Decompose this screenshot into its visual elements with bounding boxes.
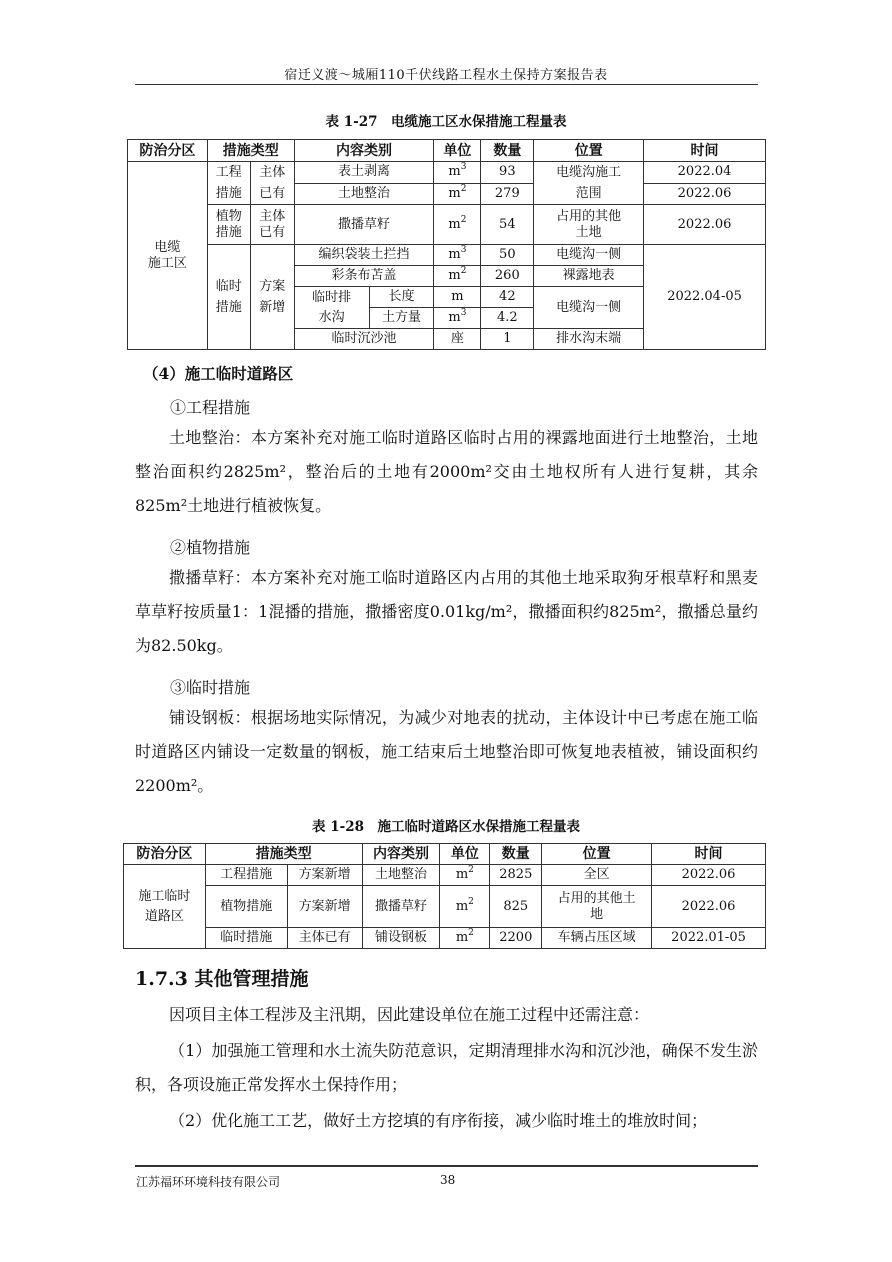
- item-1-paragraph: （1）加强施工管理和水土流失防范意识，定期清理排水沟和沉沙池，确保不发生淤积，各项设施正常发挥水土保持作用；: [135, 1041, 758, 1094]
- content-cell: 编织袋装土拦挡: [294, 245, 434, 266]
- table-1-27: [127, 139, 766, 350]
- time-cell: 2022.04: [644, 162, 766, 184]
- type-cell: 工程措施: [205, 865, 287, 886]
- qty-cell: 279: [481, 183, 534, 205]
- header-time: 时间: [644, 140, 766, 162]
- qty-cell: 260: [481, 266, 534, 287]
- header-unit: 单位: [440, 844, 490, 865]
- qty-cell: 1: [481, 329, 534, 350]
- table-header-row: [128, 140, 766, 162]
- unit-cell: $m^3$: [434, 245, 481, 266]
- page-header-title: 宿迁义渡～城厢110千伏线路工程水土保持方案报告表: [284, 68, 608, 83]
- ditch-cell: 临时排 水沟: [294, 287, 369, 329]
- content-cell: 撒播草籽: [362, 886, 440, 928]
- table-row: [128, 205, 766, 245]
- subsection-3-text: 铺设钢板：根据场地实际情况，为减少对地表的扰动，主体设计中已考虑在施工临时道路区内铺设一定数量的钢板，施工结束后土地整治即可恢复地表植被，铺设面积约2200m²。: [135, 708, 758, 795]
- header-measure-type: 措施类型: [207, 140, 294, 162]
- content-cell: 铺设钢板: [362, 928, 440, 949]
- unit-cell: 座: [434, 329, 481, 350]
- header-qty: 数量: [490, 844, 542, 865]
- unit-cell: $m^2$: [440, 928, 490, 949]
- unit-cell: $m^3$: [434, 308, 481, 329]
- time-cell: 2022.06: [652, 865, 766, 886]
- time-cell: 2022.01-05: [652, 928, 766, 949]
- time-cell: 2022.04-05: [644, 245, 766, 350]
- content-cell: 临时沉沙池: [294, 329, 434, 350]
- header-rule: [135, 84, 758, 85]
- location-cell: 排水沟末端: [534, 329, 644, 350]
- qty-cell: 4.2: [481, 308, 534, 329]
- header-location: 位置: [534, 140, 644, 162]
- content-cell: 土方量: [369, 308, 434, 329]
- content-cell: 土地整治: [294, 183, 434, 205]
- subsection-1-text: 土地整治：本方案补充对施工临时道路区临时占用的裸露地面进行土地整治，土地整治面积约2825m²，整治后的土地有2000m²交由土地权所有人进行复耕，其余825m²土地进行植被恢复。: [135, 428, 758, 515]
- unit-cell: $m^2$: [440, 865, 490, 886]
- page-number: 38: [440, 1173, 456, 1187]
- item-2-paragraph: （2）优化施工工艺，做好土方挖填的有序衔接，减少临时堆土的堆放时间；: [169, 1111, 708, 1130]
- header-qty: 数量: [481, 140, 534, 162]
- unit-cell: $m^2$: [434, 183, 481, 205]
- table-1-27-caption: 表 1-27 电缆施工区水保措施工程量表: [325, 114, 567, 130]
- intro-paragraph: 因项目主体工程涉及主汛期，因此建设单位在施工过程中还需注意：: [169, 1005, 650, 1024]
- zone-cell: 施工临时 道路区: [124, 865, 206, 949]
- header-unit: 单位: [434, 140, 481, 162]
- content-cell: 土地整治: [362, 865, 440, 886]
- qty-cell: 50: [481, 245, 534, 266]
- unit-cell: $m^2$: [434, 266, 481, 287]
- content-cell: 长度: [369, 287, 434, 308]
- table-row: [124, 865, 766, 886]
- qty-cell: 2200: [490, 928, 542, 949]
- header-measure-type: 措施类型: [205, 844, 362, 865]
- eng-status-cell: 主体 已有: [250, 162, 294, 205]
- unit-cell: $m^3$: [434, 162, 481, 184]
- veg-status-cell: 主体 已有: [250, 205, 294, 245]
- time-cell: 2022.06: [652, 886, 766, 928]
- footer-company: 江苏福环环境科技有限公司: [136, 1175, 281, 1189]
- content-cell: 彩条布苫盖: [294, 266, 434, 287]
- header-time: 时间: [652, 844, 766, 865]
- content-cell: 表土剥离: [294, 162, 434, 184]
- type-cell: 植物措施: [205, 886, 287, 928]
- subsection-1-title: ①工程措施: [170, 398, 251, 417]
- table-row: [124, 886, 766, 928]
- status-cell: 方案新增: [287, 865, 362, 886]
- footer-rule: [135, 1165, 758, 1167]
- status-cell: 方案新增: [287, 886, 362, 928]
- zone-cell: 电缆 施工区: [128, 162, 208, 350]
- table-row: [128, 245, 766, 266]
- subsection-3-title: ③临时措施: [170, 678, 251, 697]
- location-cell: 车辆占压区域: [542, 928, 652, 949]
- table-1-28: [123, 843, 766, 949]
- qty-cell: 825: [490, 886, 542, 928]
- tmp-measure-cell: 临时 措施: [207, 245, 250, 350]
- content-cell: 撒播草籽: [294, 205, 434, 245]
- unit-cell: $m^2$: [440, 886, 490, 928]
- subsection-2-text: 撒播草籽：本方案补充对施工临时道路区内占用的其他土地采取狗牙根草籽和黑麦草草籽按质量1：1混播的措施，撒播密度0.01kg/m²，撒播面积约825m²，撒播总量约为82.50kg。: [135, 568, 758, 655]
- location-cell: 电缆沟一侧: [534, 287, 644, 329]
- unit-cell: m: [434, 287, 481, 308]
- qty-cell: 93: [481, 162, 534, 184]
- qty-cell: 42: [481, 287, 534, 308]
- header-zone: 防治分区: [124, 844, 206, 865]
- qty-cell: 2825: [490, 865, 542, 886]
- location-cell: 全区: [542, 865, 652, 886]
- header-location: 位置: [542, 844, 652, 865]
- table-row: [128, 162, 766, 184]
- section-4-title: （4）施工临时道路区: [143, 364, 294, 383]
- table-1-28-caption: 表 1-28 施工临时道路区水保措施工程量表: [312, 819, 580, 835]
- type-cell: 临时措施: [205, 928, 287, 949]
- location-cell: 裸露地表: [534, 266, 644, 287]
- tmp-status-cell: 方案 新增: [250, 245, 294, 350]
- header-content: 内容类别: [294, 140, 434, 162]
- subsection-2-title: ②植物措施: [170, 538, 251, 557]
- status-cell: 主体已有: [287, 928, 362, 949]
- location-cell: 电缆沟一侧: [534, 245, 644, 266]
- header-content: 内容类别: [362, 844, 440, 865]
- location-cell: 占用的其他土 地: [542, 886, 652, 928]
- header-zone: 防治分区: [128, 140, 208, 162]
- eng-measure-cell: 工程 措施: [207, 162, 250, 205]
- section-1-7-3-title: 1.7.3 其他管理措施: [135, 968, 309, 990]
- time-cell: 2022.06: [644, 183, 766, 205]
- time-cell: 2022.06: [644, 205, 766, 245]
- veg-measure-cell: 植物 措施: [207, 205, 250, 245]
- qty-cell: 54: [481, 205, 534, 245]
- location-cell: 电缆沟施工 范围: [534, 162, 644, 205]
- unit-cell: $m^2$: [434, 205, 481, 245]
- location-cell: 占用的其他 土地: [534, 205, 644, 245]
- table-header-row: [124, 844, 766, 865]
- table-row: [124, 928, 766, 949]
